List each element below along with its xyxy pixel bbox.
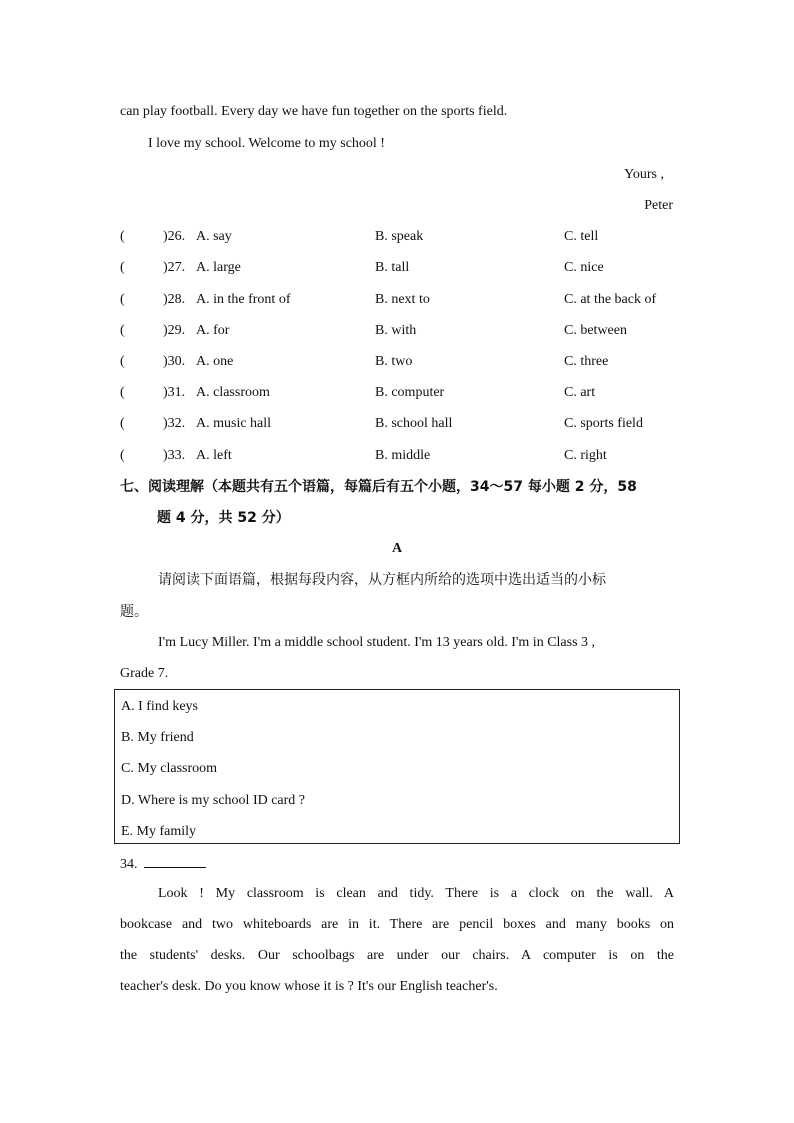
- option-a: A. music hall: [196, 416, 272, 431]
- question-number: )33.: [163, 448, 186, 463]
- paragraph-line-2: bookcase and two whiteboards are in it. There are pencil boxes and many books on: [120, 917, 674, 932]
- question-number: )30.: [163, 354, 186, 369]
- question-number: )27.: [163, 260, 186, 275]
- option-a: A. left: [196, 448, 232, 463]
- section-title-cont: 题 4 分，共 52 分）: [157, 510, 290, 526]
- paragraph-line-3: the students' desks. Our schoolbags are under our chairs. A computer is on the: [120, 948, 674, 963]
- question-number: )32.: [163, 416, 186, 431]
- option-a: A. for: [196, 323, 230, 338]
- option-item: B. My friend: [121, 730, 194, 745]
- option-b: B. computer: [375, 385, 445, 400]
- section-title: 七、阅读理解（本题共有五个语篇，每篇后有五个小题，34～57 每小题 2 分，58: [120, 479, 637, 495]
- letter-line-1: can play football. Every day we have fun together on the sports field.: [120, 104, 508, 119]
- option-c: C. between: [564, 323, 627, 338]
- question-row-27: [120, 259, 680, 277]
- question-number: )29.: [163, 323, 186, 338]
- option-b: B. next to: [375, 292, 430, 307]
- option-item: A. I find keys: [121, 699, 198, 714]
- answer-paren: (: [120, 292, 125, 307]
- option-b: B. speak: [375, 229, 424, 244]
- passage-label: A: [391, 541, 403, 556]
- letter-line-2: I love my school. Welcome to my school !: [148, 136, 385, 151]
- option-c: C. at the back of: [564, 292, 657, 307]
- question-34-label: 34.: [120, 857, 138, 872]
- option-c: C. sports field: [564, 416, 643, 431]
- option-c: C. tell: [564, 229, 599, 244]
- answer-paren: (: [120, 354, 125, 369]
- intro-line-2: Grade 7.: [120, 666, 169, 681]
- answer-paren: (: [120, 385, 125, 400]
- letter-signature: Peter: [644, 198, 673, 213]
- question-34: [120, 853, 206, 874]
- answer-paren: (: [120, 229, 125, 244]
- question-number: )26.: [163, 229, 186, 244]
- option-a: A. say: [196, 229, 232, 244]
- option-b: B. tall: [375, 260, 410, 275]
- question-row-29: [120, 322, 680, 340]
- answer-paren: (: [120, 260, 125, 275]
- options-box: [114, 689, 680, 844]
- option-b: B. with: [375, 323, 417, 338]
- option-b: B. two: [375, 354, 413, 369]
- instruction-text: 请阅读下面语篇，根据每段内容，从方框内所给的选项中选出适当的小标: [158, 572, 606, 588]
- answer-paren: (: [120, 323, 125, 338]
- option-c: C. nice: [564, 260, 604, 275]
- paragraph-line-1: Look ! My classroom is clean and tidy. There is a clock on the wall. A: [158, 886, 674, 901]
- option-item: D. Where is my school ID card ?: [121, 793, 306, 808]
- option-a: A. in the front of: [196, 292, 291, 307]
- question-row-31: [120, 384, 680, 402]
- question-row-26: [120, 228, 680, 246]
- question-row-28: [120, 291, 680, 309]
- question-row-32: [120, 415, 680, 433]
- option-a: A. classroom: [196, 385, 270, 400]
- question-number: )28.: [163, 292, 186, 307]
- option-b: B. school hall: [375, 416, 453, 431]
- option-a: A. large: [196, 260, 241, 275]
- question-row-30: [120, 353, 680, 371]
- option-c: C. art: [564, 385, 596, 400]
- option-b: B. middle: [375, 448, 431, 463]
- paragraph-line-4: teacher's desk. Do you know whose it is ? It's our English teacher's.: [120, 979, 498, 994]
- answer-paren: (: [120, 448, 125, 463]
- instruction-text-cont: 题。: [120, 604, 148, 620]
- intro-line-1: I'm Lucy Miller. I'm a middle school student. I'm 13 years old. I'm in Class 3 ,: [158, 635, 596, 650]
- answer-blank[interactable]: [144, 853, 206, 868]
- option-item: E. My family: [121, 824, 197, 839]
- option-a: A. one: [196, 354, 234, 369]
- question-number: )31.: [163, 385, 186, 400]
- option-c: C. right: [564, 448, 607, 463]
- answer-paren: (: [120, 416, 125, 431]
- question-row-33: [120, 447, 680, 465]
- option-item: C. My classroom: [121, 761, 218, 776]
- option-c: C. three: [564, 354, 609, 369]
- letter-closing: Yours ,: [624, 167, 664, 182]
